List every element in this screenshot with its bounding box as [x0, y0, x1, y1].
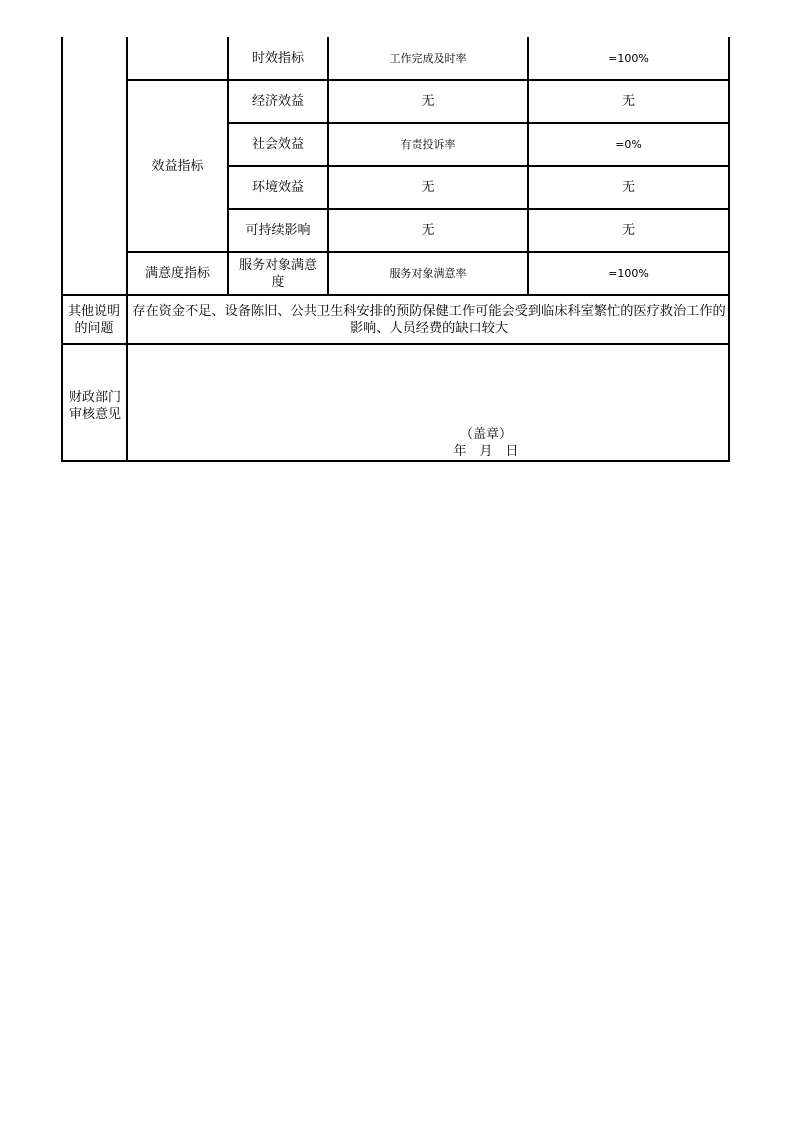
indicator-value-social: =0% [615, 138, 642, 151]
tertiary-indicator-economic: 经济效益 [251, 94, 304, 109]
indicator-name-satisfaction: 服务对象满意率 [389, 267, 467, 280]
indicator-value-timeliness: =100% [608, 51, 649, 65]
indicator-value-sustainability: 无 [621, 223, 635, 238]
indicator-value-economic: 无 [621, 94, 635, 109]
performance-table [61, 37, 730, 462]
tertiary-indicator-environment: 环境效益 [251, 180, 304, 195]
finance-review-seal: （盖章） [459, 426, 512, 442]
indicator-name-environment: 无 [421, 180, 435, 195]
finance-review-date: 年 月 日 [453, 443, 519, 459]
table-border-right [728, 37, 730, 462]
row-divider-7 [61, 343, 730, 345]
indicator-name-timeliness: 工作完成及时率 [389, 51, 467, 65]
finance-review-label: 财政部门审核意见 [68, 390, 121, 422]
indicator-name-sustainability: 无 [421, 223, 435, 238]
secondary-indicator-satisfaction: 满意度指标 [144, 266, 210, 281]
table-border-bottom [61, 460, 730, 462]
other-issues-label: 其他说明的问题 [67, 303, 120, 336]
tertiary-indicator-social: 社会效益 [251, 137, 304, 152]
indicator-name-social: 有责投诉率 [400, 138, 456, 151]
indicator-value-environment: 无 [621, 180, 635, 195]
tertiary-indicator-sustainability: 可持续影响 [245, 223, 311, 238]
tertiary-indicator-satisfaction: 服务对象满意度 [238, 257, 317, 290]
secondary-indicator-benefit: 效益指标 [151, 158, 204, 174]
tertiary-indicator-timeliness: 时效指标 [251, 50, 304, 66]
table-border-left [61, 37, 63, 462]
indicator-name-economic: 无 [421, 94, 435, 109]
other-issues-text: 存在资金不足、设备陈旧、公共卫生科安排的预防保健工作可能会受到临床科室繁忙的医疗救治工作的影响、人员经费的缺口较大 [132, 303, 726, 336]
indicator-value-satisfaction: =100% [608, 267, 649, 280]
